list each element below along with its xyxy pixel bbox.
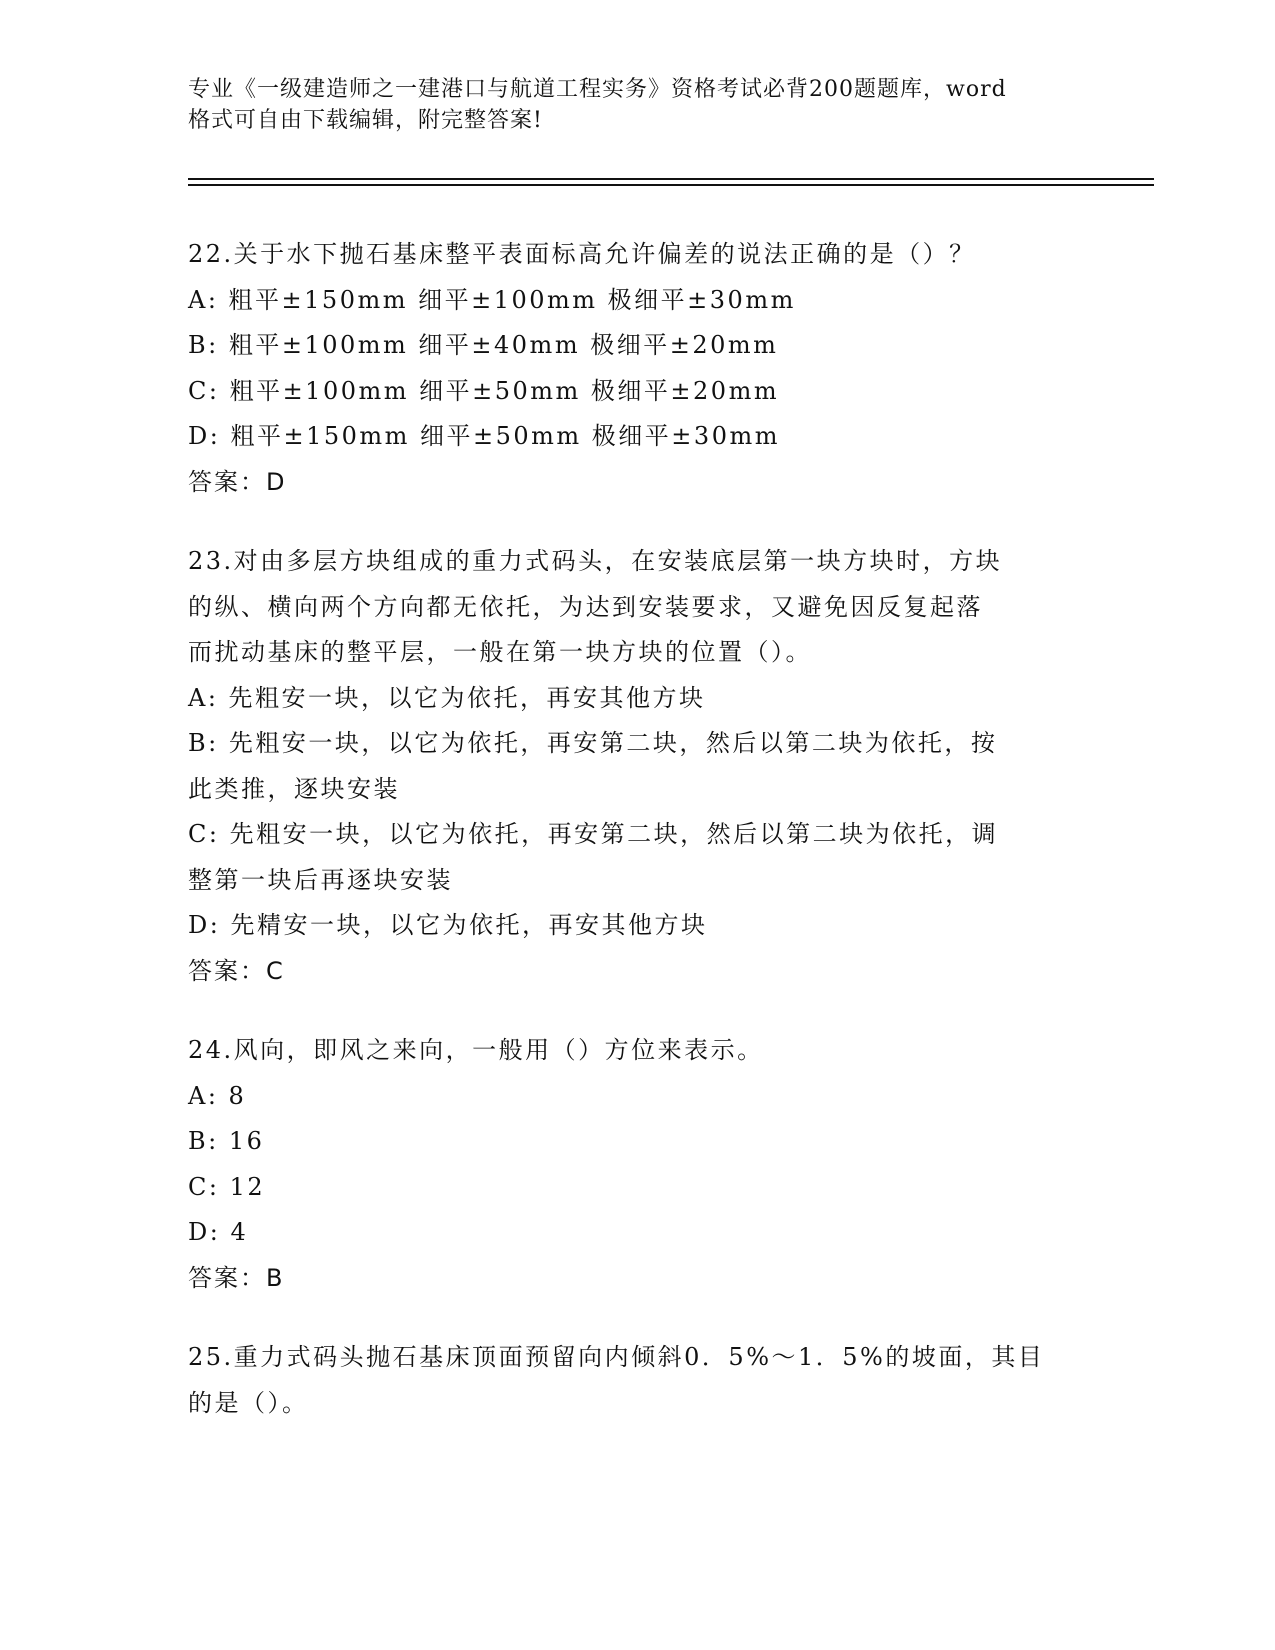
question-25: [188, 1335, 1088, 1426]
option-c: C: 粗平±100mm 细平±50mm 极细平±20mm: [188, 376, 780, 405]
question-23: [188, 539, 1088, 994]
option-d: D: 先精安一块，以它为依托，再安其他方块: [188, 911, 708, 939]
option-c-line-1: C: 先粗安一块，以它为依托，再安第二块，然后以第二块为依托，调: [188, 820, 999, 848]
question-22: [188, 232, 1088, 505]
option-a: A: 先粗安一块，以它为依托，再安其他方块: [188, 683, 706, 712]
question-stem-line-1: 25.重力式码头抛石基床顶面预留向内倾斜0．5%～1．5%的坡面，其目: [188, 1343, 1045, 1371]
option-b: B: 粗平±100mm 细平±40mm 极细平±20mm: [188, 331, 779, 359]
option-c: C: 12: [188, 1172, 266, 1201]
option-a: A: 8: [188, 1081, 247, 1110]
option-d: D: 粗平±150mm 细平±50mm 极细平±30mm: [188, 422, 780, 450]
option-d: D: 4: [188, 1218, 249, 1246]
question-stem-line-3: 而扰动基床的整平层，一般在第一块方块的位置（）。: [188, 638, 812, 666]
question-stem-line-2: 的是（）。: [188, 1388, 309, 1417]
header-line-1: 专业《一级建造师之一建港口与航道工程实务》资格考试必背200题题库，word: [188, 77, 1007, 102]
header-divider-bottom: [188, 184, 1154, 186]
question-list: [188, 232, 1088, 1460]
question-stem-line-1: 23.对由多层方块组成的重力式码头，在安装底层第一块方块时，方块: [188, 547, 1003, 575]
option-a: A: 粗平±150mm 细平±100mm 极细平±30mm: [188, 285, 796, 314]
header-divider-top: [188, 178, 1154, 180]
question-stem: 22.关于水下抛石基床整平表面标高允许偏差的说法正确的是（）？: [188, 240, 976, 268]
answer: 答案：D: [188, 467, 287, 496]
option-b: B: 16: [188, 1127, 265, 1155]
answer: 答案：C: [188, 956, 285, 985]
answer: 答案：B: [188, 1263, 285, 1292]
question-24: [188, 1028, 1088, 1301]
document-header: [188, 74, 1068, 136]
header-line-2: 格式可自由下载编辑，附完整答案!: [188, 108, 543, 133]
option-b-line-2: 此类推，逐块安装: [188, 774, 400, 803]
option-b-line-1: B: 先粗安一块，以它为依托，再安第二块，然后以第二块为依托，按: [188, 729, 998, 757]
option-c-line-2: 整第一块后再逐块安装: [188, 865, 453, 894]
question-stem: 24.风向，即风之来向，一般用（）方位来表示。: [188, 1036, 764, 1064]
question-stem-line-2: 的纵、横向两个方向都无依托，为达到安装要求，又避免因反复起落: [188, 592, 983, 621]
